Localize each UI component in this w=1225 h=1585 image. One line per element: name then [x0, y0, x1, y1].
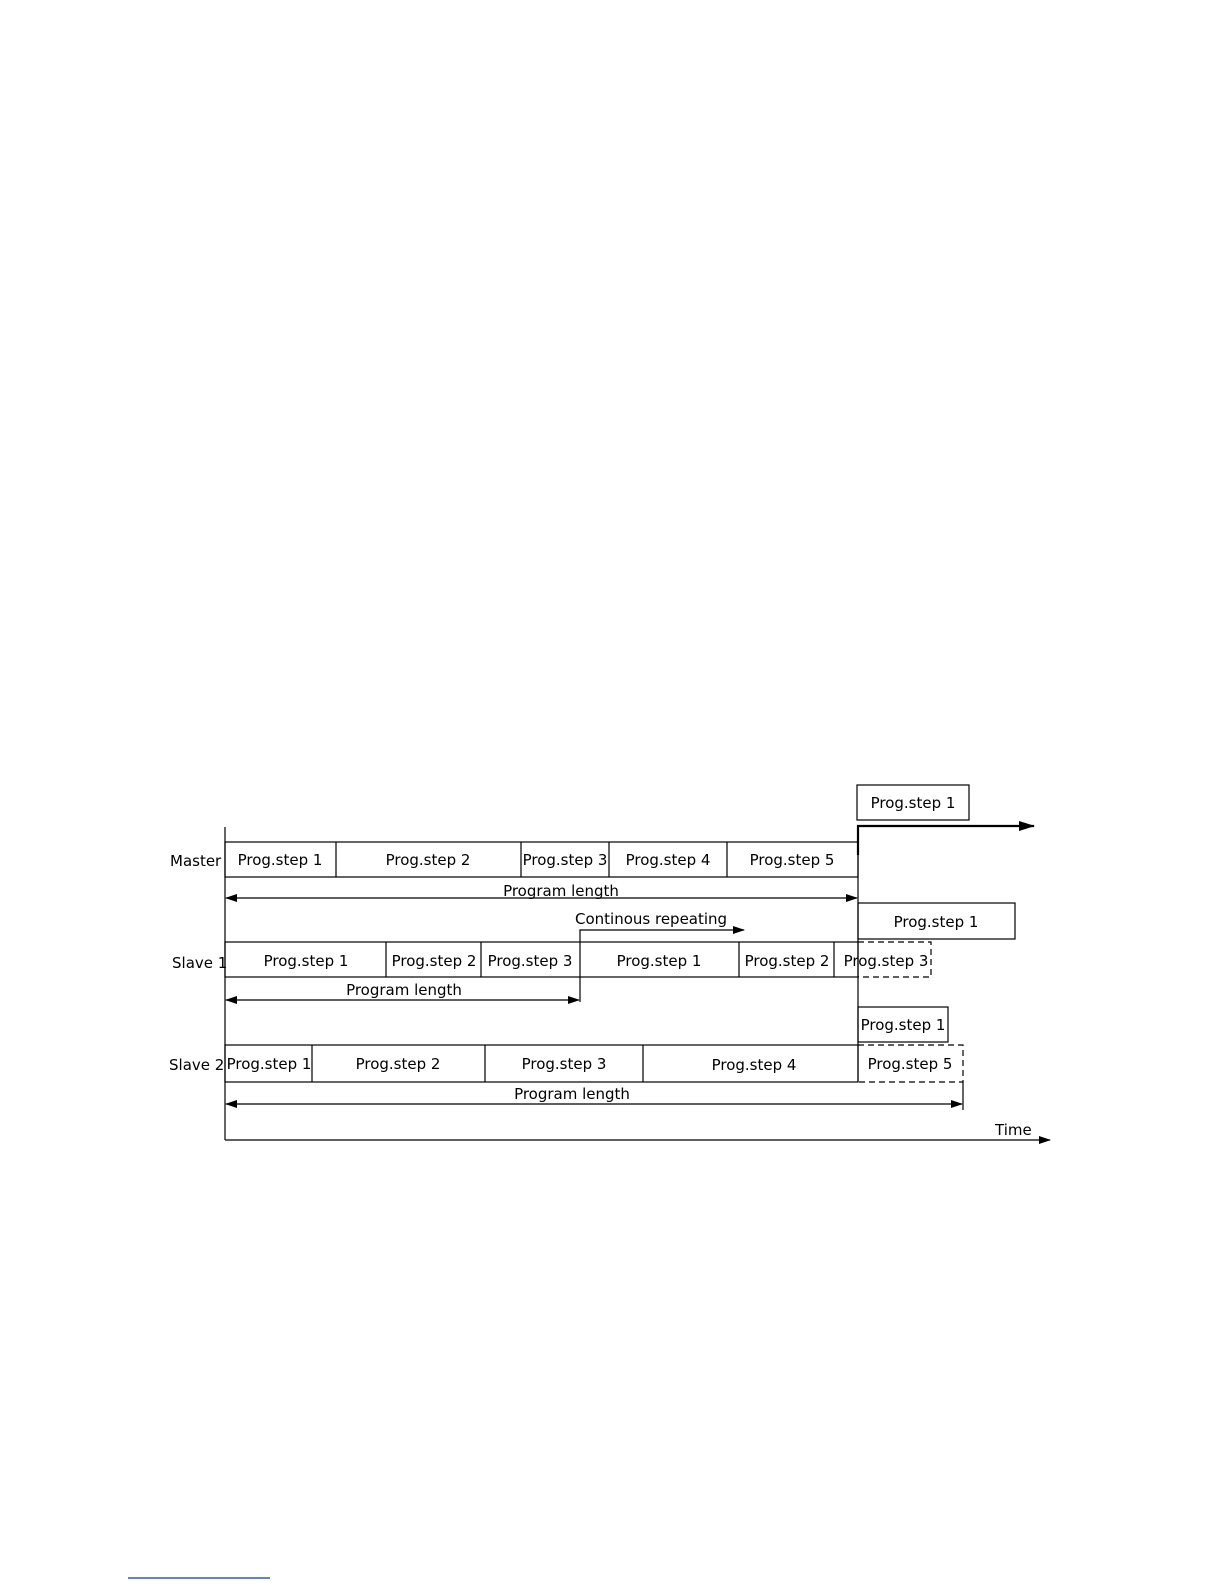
slave1-step-2: Prog.step 2: [391, 952, 477, 970]
slave1-program-length-label: Program length: [346, 981, 462, 999]
time-axis-label: Time: [995, 1121, 1032, 1139]
master-step-3: Prog.step 3: [522, 851, 608, 869]
slave2-step-3: Prog.step 3: [521, 1055, 607, 1073]
slave2-step-5: Prog.step 5: [867, 1055, 953, 1073]
continous-repeating-label: Continous repeating: [575, 910, 728, 928]
row-label-slave2: Slave 2: [169, 1056, 225, 1074]
slave1-restart-step-1: Prog.step 1: [893, 913, 979, 931]
slave2-step-2: Prog.step 2: [355, 1055, 441, 1073]
slave2-restart-step-1: Prog.step 1: [860, 1016, 946, 1034]
slave1-repeat-step-1: Prog.step 1: [616, 952, 702, 970]
master-restart-arrow: [858, 826, 1034, 855]
master-restart-step-1: Prog.step 1: [870, 794, 956, 812]
row-label-master: Master: [170, 852, 222, 870]
master-step-5: Prog.step 5: [749, 851, 835, 869]
slave1-step-3: Prog.step 3: [487, 952, 573, 970]
slave1-step-1: Prog.step 1: [263, 952, 349, 970]
slave1-repeat-step-3: Prog.step 3: [843, 952, 929, 970]
slave2-step-1: Prog.step 1: [226, 1055, 312, 1073]
slave1-repeat-step-2: Prog.step 2: [744, 952, 830, 970]
master-program-length-label: Program length: [503, 882, 619, 900]
slave2-program-length-label: Program length: [514, 1085, 630, 1103]
slave2-step-4: Prog.step 4: [711, 1056, 797, 1074]
master-step-4: Prog.step 4: [625, 851, 711, 869]
continous-repeating-arrow: [580, 930, 744, 942]
master-step-1: Prog.step 1: [237, 851, 323, 869]
row-label-slave1: Slave 1: [172, 954, 228, 972]
master-step-2: Prog.step 2: [385, 851, 471, 869]
